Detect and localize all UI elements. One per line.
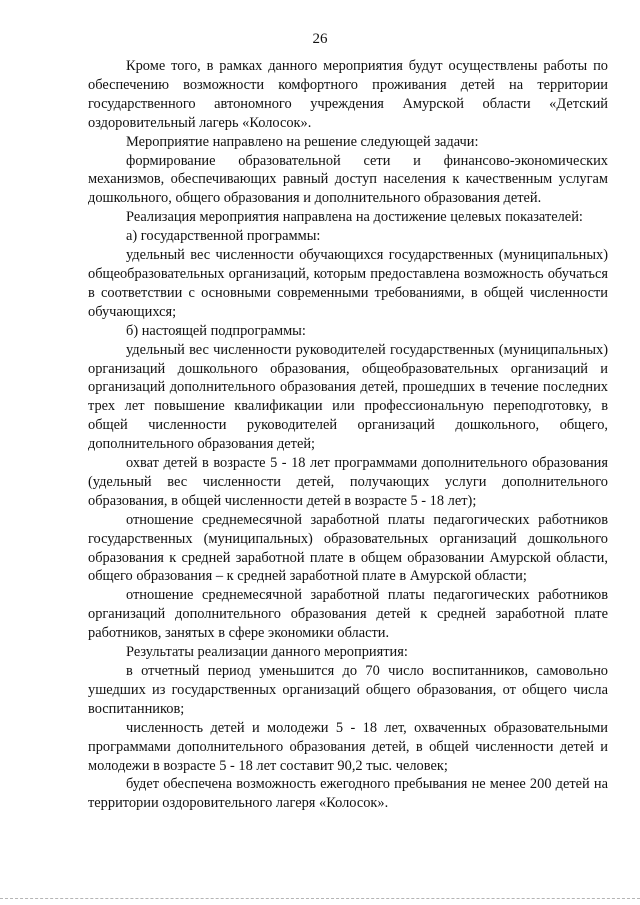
paragraph-subprogram: б) настоящей подпрограммы: <box>126 322 306 339</box>
paragraph-task-heading: Мероприятие направлено на решение следующей задачи: <box>126 133 479 150</box>
paragraph-intro: Кроме того, в рамках данного мероприятия будут осуществлены работы по обеспечению возможности комфортного проживания детей на территории государственного автономного учреждения Амурской области «Детский оздоровительный лагерь «Колосок». <box>88 58 608 131</box>
paragraph-indicator-salary-preschool: отношение среднемесячной заработной платы педагогических работников государственных (муниципальных) образовательных организаций дошкольного образования к средней заработной плате в общем образовании Амурской области, общего образования – к средней заработной плате в Амурской области; <box>88 511 608 585</box>
paragraph-indicator-managers: удельный вес численности руководителей государственных (муниципальных) организаций дошкольного образования, общеобразовательных организаций и организаций дополнительного образования детей, прошедших в течение последних трех лет повышение квалификации или профессиональную переподготовку, в общей численности руководителей организаций дошкольного, общего, дополнительного образования детей; <box>88 341 608 453</box>
paragraph-results-heading: Результаты реализации данного мероприятия: <box>126 644 408 661</box>
paragraph-result-camp: будет обеспечена возможность ежегодного пребывания не менее 200 детей на территории оздоровительного лагеря «Колосок». <box>88 776 608 812</box>
paragraph-indicators-heading: Реализация мероприятия направлена на достижение целевых показателей: <box>126 209 583 226</box>
bottom-edge-line <box>0 898 640 899</box>
paragraph-indicator-students: удельный вес численности обучающихся государственных (муниципальных) общеобразовательных организаций, которым предоставлена возможность обучаться в соответствии с основными современными требованиями, в общей численности обучающихся; <box>88 247 608 320</box>
paragraph-result-youth: численность детей и молодежи 5 - 18 лет, охваченных образовательными программами дополнительного образования детей, в общей численности детей и молодежи в возрасте 5 - 18 лет составит 90,2 тыс. человек; <box>88 719 608 774</box>
page-number: 26 <box>312 31 328 47</box>
paragraph-task: формирование образовательной сети и финансово-экономических механизмов, обеспечивающих равный доступ населения к качественным услугам дошкольного, общего образования и дополнительного образования детей. <box>88 152 608 207</box>
paragraph-result-runaways: в отчетный период уменьшится до 70 число воспитанников, самовольно ушедших из государственных организаций общего образования, от общего числа воспитанников; <box>88 663 608 717</box>
page-body <box>88 57 608 813</box>
paragraph-state-program: а) государственной программы: <box>126 228 321 245</box>
paragraph-indicator-salary-additional: отношение среднемесячной заработной платы педагогических работников организаций дополнительного образования детей к средней заработной плате работников, занятых в сфере экономики области. <box>88 587 608 642</box>
paragraph-indicator-coverage: охват детей в возрасте 5 - 18 лет программами дополнительного образования (удельный вес численности детей, получающих услуги дополнительного образования, в общей численности детей в возрасте 5 - 18 лет); <box>88 455 608 509</box>
